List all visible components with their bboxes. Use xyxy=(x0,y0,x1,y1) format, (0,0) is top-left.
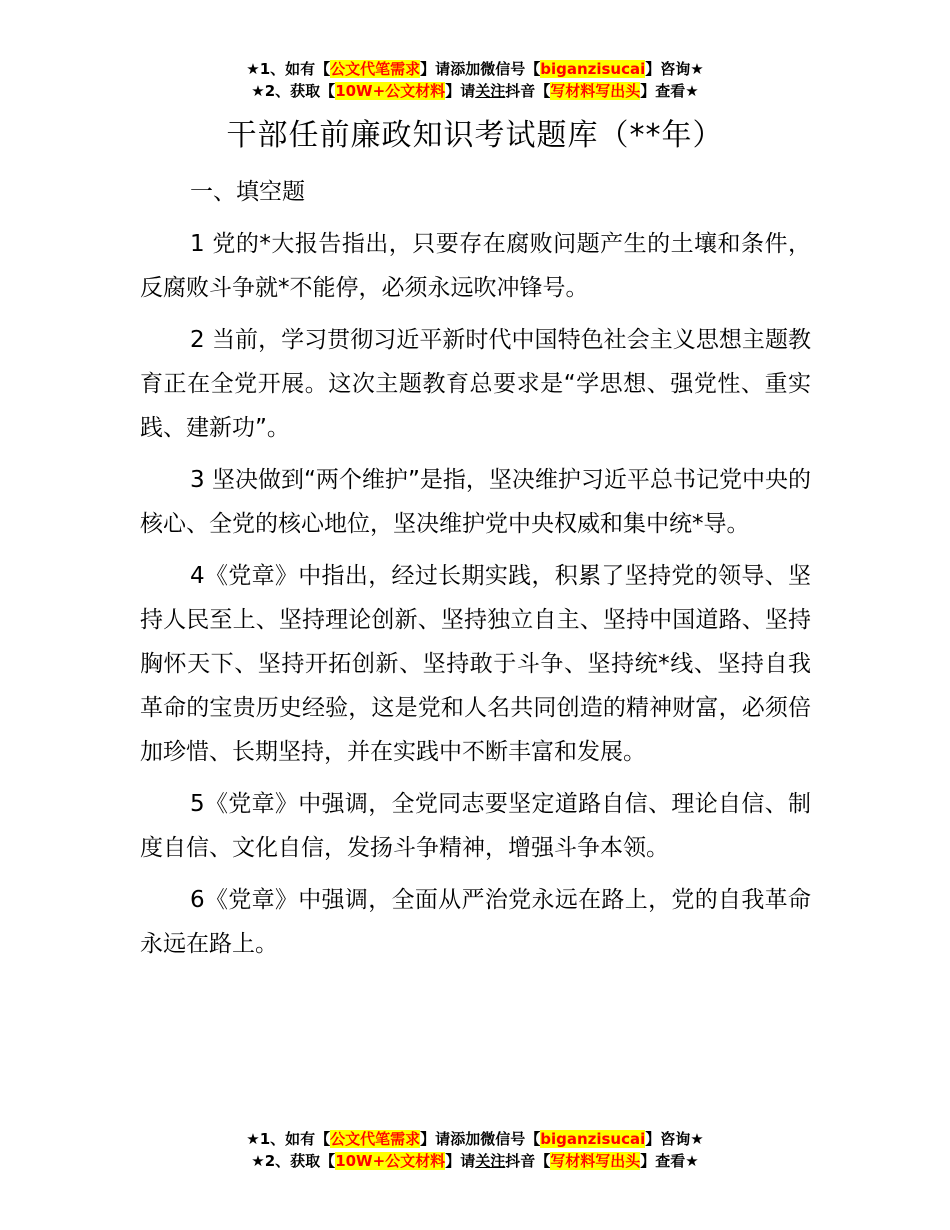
promo-highlight: 公文代笔需求 xyxy=(330,60,421,78)
question-paragraph: 2 当前，学习贯彻习近平新时代中国特色社会主义思想主题教育正在全党开展。这次主题教育总要求是“学思想、强党性、重实践、建新功”。 xyxy=(140,327,811,441)
section-heading: 一、填空题 xyxy=(190,179,305,205)
question-paragraph: 3 坚决做到“两个维护”是指，坚决维护习近平总书记党中央的核心、全党的核心地位，坚决维护党中央权威和集中统*导。 xyxy=(140,467,811,537)
document-body xyxy=(140,222,811,974)
question-paragraph: 5《党章》中强调，全党同志要坚定道路自信、理论自信、制度自信、文化自信，发扬斗争精神，增强斗争本领。 xyxy=(140,791,811,861)
promo-line-1: ★1、如有【公文代笔需求】请添加微信号【biganzisucai】咨询★ xyxy=(246,1130,704,1148)
promo-highlight: 10W+公文材料 xyxy=(335,1152,446,1170)
top-promo-banner xyxy=(0,58,950,102)
promo-line-2: ★2、获取【10W+公文材料】请关注抖音【写材料写出头】查看★ xyxy=(251,82,699,100)
promo-highlight: 公文代笔需求 xyxy=(330,1130,421,1148)
promo-line-1: ★1、如有【公文代笔需求】请添加微信号【biganzisucai】咨询★ xyxy=(246,60,704,78)
douyin-account: 写材料写出头 xyxy=(550,82,641,100)
wechat-id: biganzisucai xyxy=(540,60,646,78)
question-paragraph: 6《党章》中强调，全面从严治党永远在路上，党的自我革命永远在路上。 xyxy=(140,887,811,957)
wechat-id: biganzisucai xyxy=(540,1130,646,1148)
douyin-account: 写材料写出头 xyxy=(550,1152,641,1170)
question-paragraph: 1 党的*大报告指出，只要存在腐败问题产生的土壤和条件，反腐败斗争就*不能停，必须永远吹冲锋号。 xyxy=(140,231,811,301)
document-title: 干部任前廉政知识考试题库（**年） xyxy=(226,118,724,153)
question-paragraph: 4《党章》中指出，经过长期实践，积累了坚持党的领导、坚持人民至上、坚持理论创新、坚持独立自主、坚持中国道路、坚持胸怀天下、坚持开拓创新、坚持敢于斗争、坚持统*线、坚持自我革命的宝贵历史经验，这是党和人名共同创造的精神财富，必须倍加珍惜、长期坚持，并在实践中不断丰富和发展。 xyxy=(140,563,811,765)
bottom-promo-banner xyxy=(0,1128,950,1172)
promo-line-2: ★2、获取【10W+公文材料】请关注抖音【写材料写出头】查看★ xyxy=(251,1152,699,1170)
promo-highlight: 10W+公文材料 xyxy=(335,82,446,100)
